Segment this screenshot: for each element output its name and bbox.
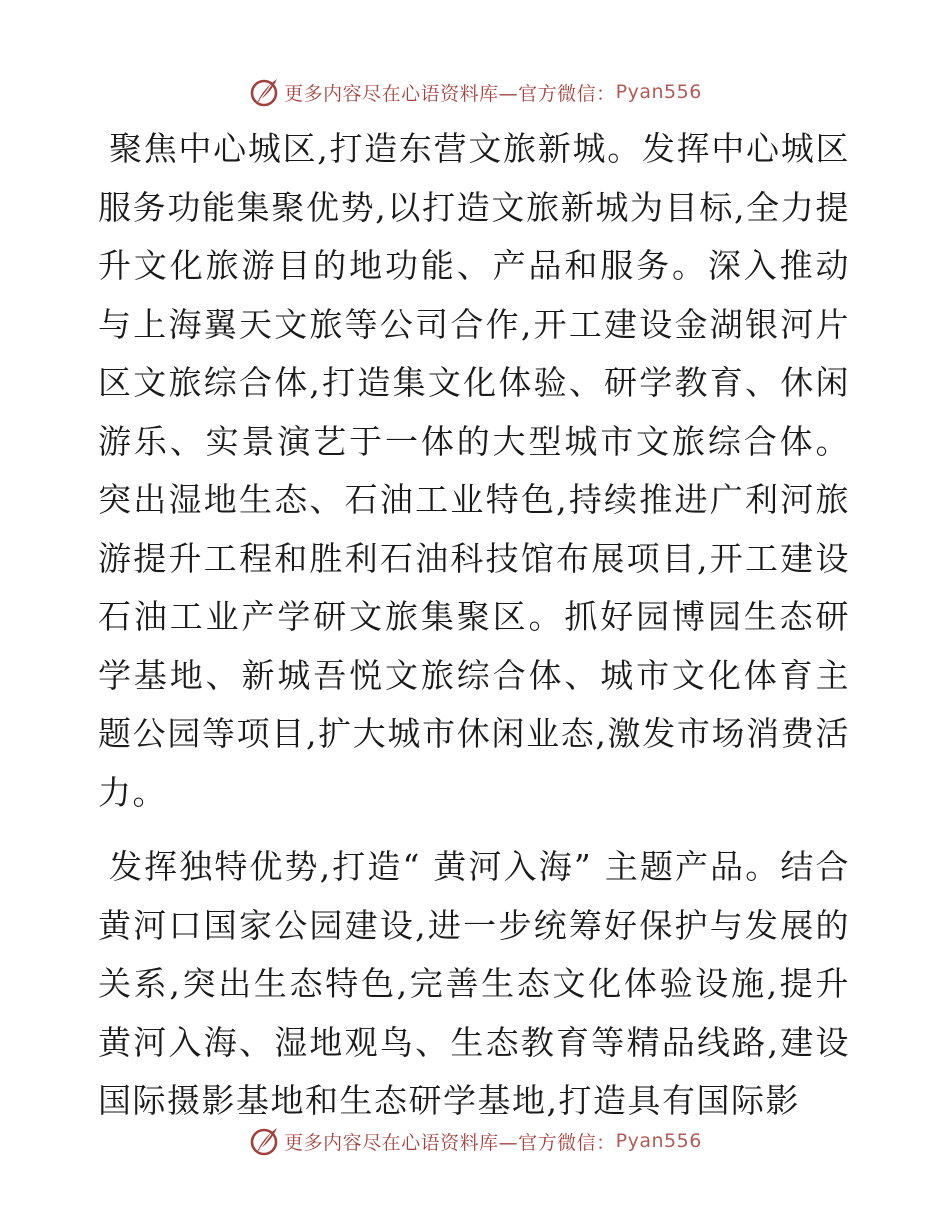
- banner-contact: Pyan556: [615, 1130, 702, 1152]
- paragraph-2: 发挥独特优势,打造“ 黄河入海” 主题产品。结合黄河口国家公园建设,进一步统筹好保护与发展的关系,突出生态特色,完善生态文化体验设施,提升黄河入海、湿地观鸟、生态教育等精品线路,建设国际摄影基地和生态研学基地,打造具有国际影: [98, 847, 850, 1120]
- banner-contact: Pyan556: [615, 81, 702, 103]
- feather-pen-logo-icon: [248, 1125, 280, 1157]
- banner-text: 更多内容尽在心语资料库—官方微信：: [284, 1131, 616, 1154]
- header-watermark-banner: [0, 72, 950, 112]
- paragraph-1: 聚焦中心城区,打造东营文旅新城。发挥中心城区服务功能集聚优势,以打造文旅新城为目标,全力提升文化旅游目的地功能、产品和服务。深入推动与上海翼天文旅等公司合作,开工建设金湖银河片区文旅综合体,打造集文化体验、研学教育、休闲游乐、实景演艺于一体的大型城市文旅综合体。突出湿地生态、石油工业特色,持续推进广利河旅游提升工程和胜利石油科技馆布展项目,开工建设石油工业产学研文旅集聚区。抓好园博园生态研学基地、新城吾悦文旅综合体、城市文化体育主题公园等项目,扩大城市休闲业态,激发市场消费活力。: [98, 129, 850, 812]
- banner-text: 更多内容尽在心语资料库—官方微信：: [284, 82, 616, 105]
- feather-pen-logo-icon: [248, 76, 280, 108]
- document-body: [98, 120, 850, 1131]
- footer-watermark-banner: [0, 1121, 950, 1161]
